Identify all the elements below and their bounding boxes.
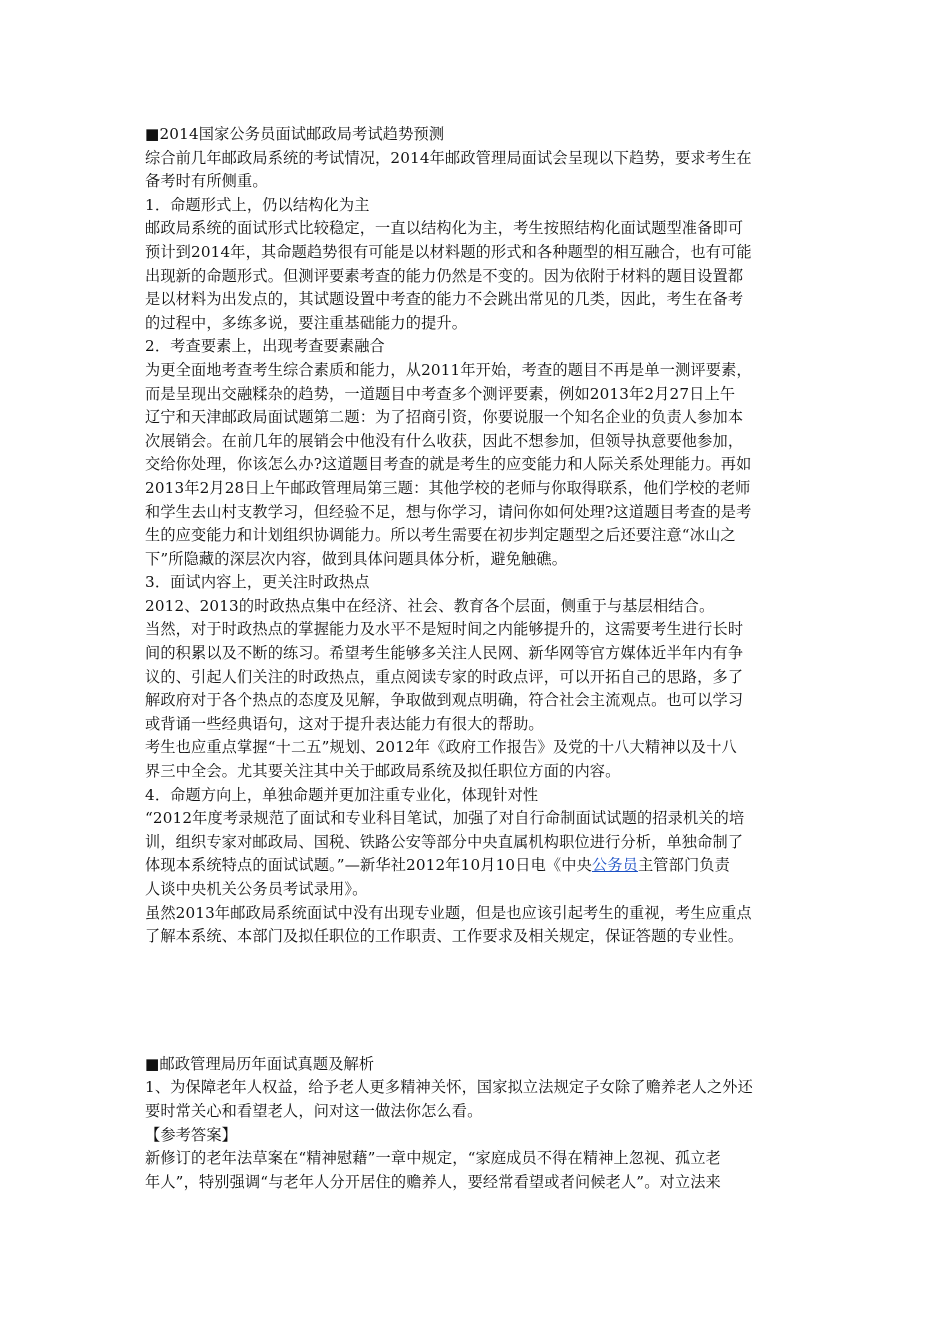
paragraph-line: 间的积累以及不断的练习。希望考生能够多关注人民网、新华网等官方媒体近半年内有争 [145, 644, 744, 663]
civil-servant-link[interactable]: 公务员 [591, 856, 638, 875]
paragraph-line: 预计到2014年，其命题趋势很有可能是以材料题的形式和各种题型的相互融合，也有可能 [145, 242, 752, 261]
intro-line-1: 综合前几年邮政局系统的考试情况，2014年邮政管理局面试会呈现以下趋势，要求考生在 [145, 148, 752, 167]
paragraph-line: 是以材料为出发点的，其试题设置中考查的能力不会跳出常见的几类，因此，考生在备考 [145, 290, 744, 309]
paragraph-line: “2012年度考录规范了面试和专业科目笔试，加强了对自行命制面试试题的招录机关的培 [145, 809, 745, 828]
paragraph-line: 考生也应重点掌握“十二五”规划、2012年《政府工作报告》及党的十八大精神以及十八 [145, 738, 737, 757]
question-line-1: 1、为保障老年人权益，给予老人更多精神关怀，国家拟立法规定子女除了赡养老人之外还 [145, 1078, 753, 1097]
point-2-title: 2．考查要素上，出现考查要素融合 [145, 337, 385, 356]
paragraph-line: 和学生去山村支教学习，但经验不足，想与你学习，请问你如何处理?这道题目考查的是考 [145, 502, 752, 521]
paragraph-line: 解政府对于各个热点的态度及见解，争取做到观点明确，符合社会主流观点。也可以学习 [145, 691, 744, 710]
paragraph-line-with-link [145, 854, 810, 878]
section-heading-past-questions: ■邮政管理局历年面试真题及解析 [145, 1054, 375, 1073]
paragraph-line: 2013年2月28日上午邮政管理局第三题：其他学校的老师与你取得联系，他们学校的老师 [145, 478, 751, 497]
paragraph-line: 或背诵一些经典语句，这对于提升表达能力有很大的帮助。 [145, 714, 544, 733]
answer-line-2: 年人”，特别强调“与老年人分开居住的赡养人，要经常看望或者问候老人”。对立法来 [145, 1172, 721, 1191]
paragraph-line: 交给你处理，你该怎么办?这道题目考查的就是考生的应变能力和人际关系处理能力。再如 [145, 455, 752, 474]
answer-label: 【参考答案】 [145, 1125, 238, 1144]
answer-line-1: 新修订的老年法草案在“精神慰藉”一章中规定，“家庭成员不得在精神上忽视、孤立老 [145, 1149, 721, 1168]
document-page [145, 123, 810, 1194]
paragraph-line: 生的应变能力和计划组织协调能力。所以考生需要在初步判定题型之后还要注意“冰山之 [145, 526, 736, 545]
paragraph-line: 下”所隐藏的深层次内容，做到具体问题具体分析，避免触礁。 [145, 549, 568, 568]
paragraph-line: 训，组织专家对邮政局、国税、铁路公安等部分中央直属机构职位进行分析，单独命制了 [145, 832, 744, 851]
paragraph-line: 2012、2013的时政热点集中在经济、社会、教育各个层面，侧重于与基层相结合。 [145, 596, 715, 615]
paragraph-line: 人谈中央机关公务员考试录用》。 [145, 880, 368, 898]
point-4-title: 4．命题方向上，单独命题并更加注重专业化，体现针对性 [145, 785, 539, 804]
paragraph-line: 界三中全会。尤其要关注其中关于邮政局系统及拟任职位方面的内容。 [145, 762, 621, 781]
paragraph-line: 而是呈现出交融糅杂的趋势，一道题目中考查多个测评要素，例如2013年2月27日上午 [145, 384, 736, 403]
point-3-title: 3．面试内容上，更关注时政热点 [145, 573, 370, 592]
link-line-suffix: 主管部门负责 [637, 856, 730, 875]
paragraph-line: 辽宁和天津邮政局面试题第二题：为了招商引资，你要说服一个知名企业的负责人参加本 [145, 408, 744, 427]
question-line-2: 要时常关心和看望老人，问对这一做法你怎么看。 [145, 1101, 483, 1120]
section-spacer [145, 949, 810, 1053]
paragraph-line: 为更全面地考查考生综合素质和能力，从2011年开始，考查的题目不再是单一测评要素， [145, 360, 752, 379]
paragraph-line: 邮政局系统的面试形式比较稳定，一直以结构化为主，考生按照结构化面试题型准备即可 [145, 219, 744, 238]
section-heading-trends: ■2014国家公务员面试邮政局考试趋势预测 [145, 125, 445, 143]
paragraph-line: 议的、引起人们关注的时政热点，重点阅读专家的时政点评，可以开拓自己的思路，多了 [145, 667, 744, 686]
paragraph-line: 次展销会。在前几年的展销会中他没有什么收获，因此不想参加，但领导执意要他参加， [145, 431, 744, 450]
paragraph-line: 出现新的命题形式。但测评要素考查的能力仍然是不变的。因为依附于材料的题目设置都 [145, 266, 744, 285]
link-line-prefix: 体现本系统特点的面试试题。”—新华社2012年10月10日电《中央 [145, 856, 592, 875]
paragraph-line: 的过程中，多练多说，要注重基础能力的提升。 [145, 313, 468, 332]
paragraph-line: 当然，对于时政热点的掌握能力及水平不是短时间之内能够提升的，这需要考生进行长时 [145, 620, 744, 639]
paragraph-line: 虽然2013年邮政局系统面试中没有出现专业题，但是也应该引起考生的重视，考生应重点 [145, 903, 752, 922]
paragraph-line: 了解本系统、本部门及拟任职位的工作职责、工作要求及相关规定，保证答题的专业性。 [145, 927, 744, 946]
point-1-title: 1．命题形式上，仍以结构化为主 [145, 195, 370, 214]
intro-line-2: 备考时有所侧重。 [145, 172, 268, 191]
